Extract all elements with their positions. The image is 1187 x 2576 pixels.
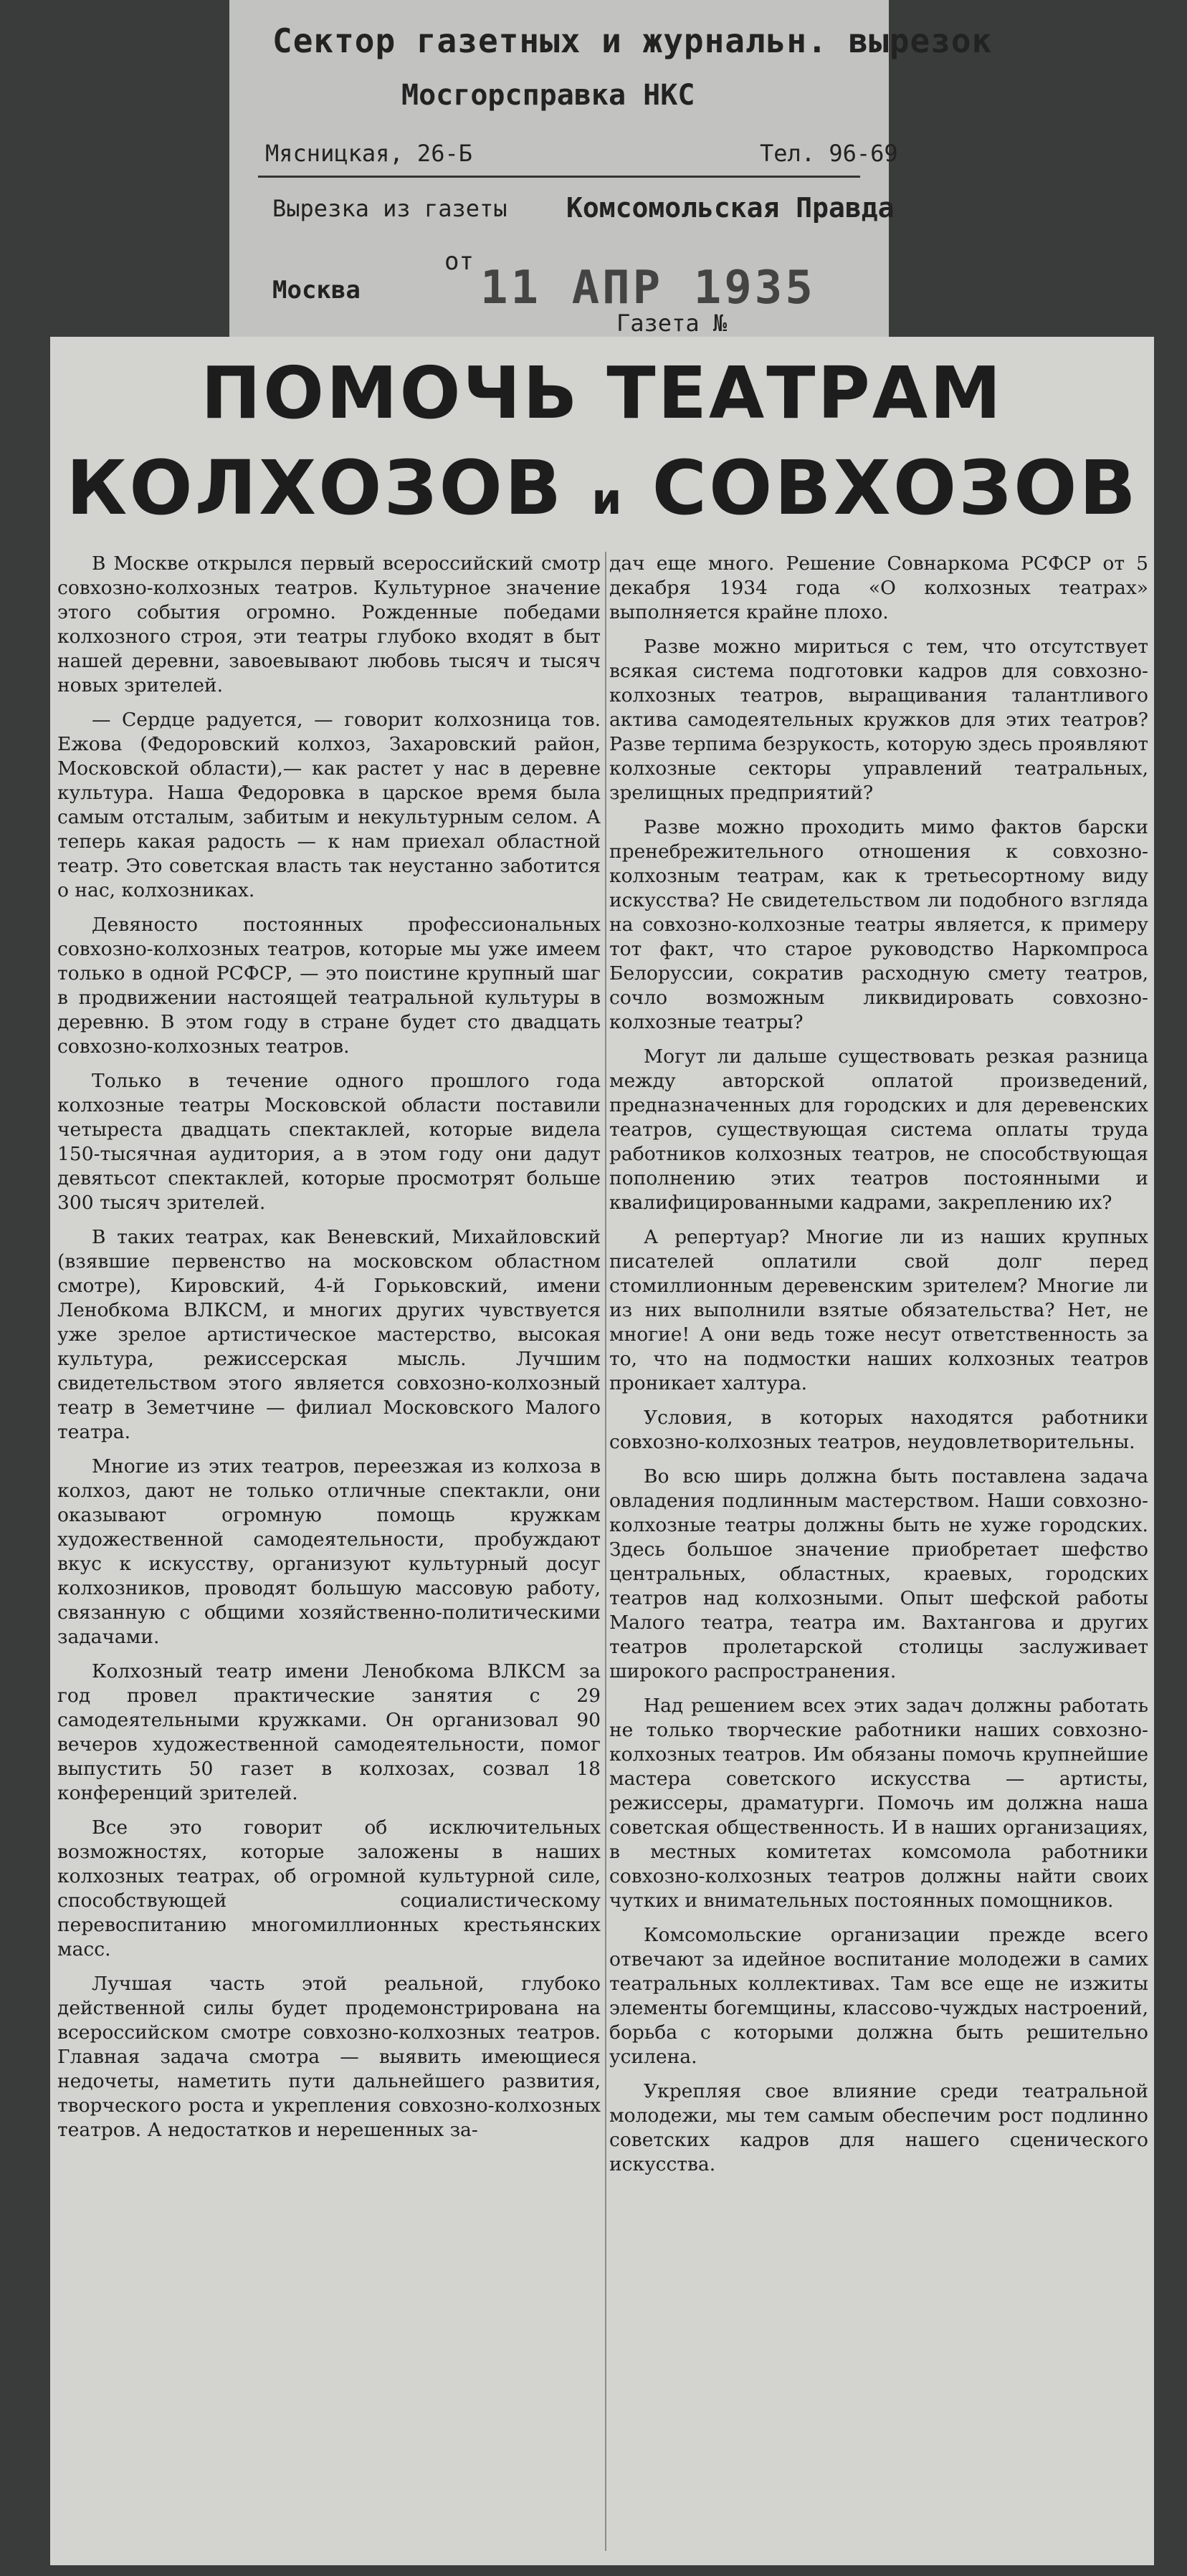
paragraph: Над решением всех этих задач должны работать не только творческие работники наших совхозно-колхозных театров. Им обязаны помочь крупнейшие мастера советского искусства — артисты, режиссеры, драматурги. Помочь им должна наша советская общественность. И в наших организациях, в местных комитетах комсомола работники совхозно-колхозных театров должны найти своих чутких и внимательных постоянных помощников. bbox=[609, 1695, 1148, 1912]
article-column-right bbox=[609, 552, 1148, 2187]
stamp-divider bbox=[258, 176, 860, 178]
paragraph: Укрепляя свое влияние среди театральной молодежи, мы тем самым обеспечим рост подлинно советских кадров для нашего сценического искусства. bbox=[609, 2080, 1148, 2175]
paragraph: — Сердце радуется, — говорит колхозница тов. Ежова (Федоровский колхоз, Захаровский район, Московской области),— как растет у нас в деревне культура. Наша Федоровка в царское время была самым отсталым, забитым и некультурным селом. А теперь какая радость — к нам приехал областной театр. Это советская власть так неустанно заботится о нас, колхозниках. bbox=[57, 709, 601, 901]
stamp-from-label: от bbox=[444, 247, 474, 276]
paragraph: Разве можно проходить мимо фактов барски пренебрежительного отношения к совхозно-колхозным театрам, как к третьесортному виду искусства? Не свидетельством ли подобного взгляда на совхозно-колхозные театры является, к примеру тот факт, что старое руководство Наркомпроса Белоруссии, сократив расходную смету театров, сочло возможным ликвидировать совхозно-колхозные театры? bbox=[609, 816, 1148, 1033]
paragraph: Комсомольские организации прежде всего отвечают за идейное воспитание молодежи в самих театральных коллективах. Там все еще не изжиты элементы богемщины, классово-чуждых настроений, борьба с которыми должна быть решительно усилена. bbox=[609, 1924, 1148, 2068]
paragraph: Условия, в которых находятся работники совхозно-колхозных театров, неудовлетворительны. bbox=[609, 1407, 1148, 1453]
paragraph: Девяносто постоянных профессиональных совхозно-колхозных театров, которые мы уже имеем только в одной РСФСР, — это поистине крупный шаг в продвижении настоящей театральной культуры в деревню. В этом году в стране будет сто двадцать совхозно-колхозных театров. bbox=[57, 914, 601, 1058]
clipping-service-stamp bbox=[229, 0, 993, 337]
paragraph: Только в течение одного прошлого года колхозные театры Московской области поставили четыреста двадцать спектаклей, которые видела 150-тысячная аудитория, а в этом году они дадут девятьсот спектаклей, которые просмотрят больше 300 тысяч зрителей. bbox=[57, 1070, 601, 1214]
stamp-agency-name: Мосгорсправка НКС bbox=[401, 79, 695, 112]
paragraph: дач еще много. Решение Совнаркома РСФСР от 5 декабря 1934 года «О колхозных театрах» выполняется крайне плохо. bbox=[609, 552, 1148, 623]
title-word-sovkhozov: СОВХОЗОВ bbox=[652, 444, 1138, 532]
stamp-phone: Тел. 96-69 bbox=[760, 140, 898, 167]
article-title-line-2 bbox=[50, 444, 1154, 532]
paragraph: Колхозный театр имени Ленобкома ВЛКСМ за год провел практические занятия с 29 самодеятельными кружками. Он организовал 90 вечеров художественной самодеятельности, помог выпустить 50 газет в колхозах, созвал 18 конференций зрителей. bbox=[57, 1660, 601, 1804]
stamp-newspaper-name: Комсомольская Правда bbox=[566, 192, 895, 224]
stamp-city: Москва bbox=[272, 276, 361, 305]
stamp-gazette-number-label: Газета № bbox=[616, 310, 728, 337]
paragraph: Лучшая часть этой реальной, глубоко действенной силы будет продемонстрирована на всероссийском смотре совхозно-колхозных театров. Главная задача смотра — выявить имеющиеся недочеты, наметить пути дальнейшего развития, творческого роста и укрепления совхозно-колхозных театров. А недостатков и нерешенных за- bbox=[57, 1973, 601, 2141]
title-word-kolkhozov: КОЛХОЗОВ bbox=[66, 444, 564, 532]
stamp-clip-from-label: Вырезка из газеты bbox=[272, 195, 507, 222]
title-word-and: и bbox=[591, 474, 624, 525]
stamp-sector-title: Сектор газетных и журнальн. вырезок bbox=[272, 21, 993, 60]
paragraph: А репертуар? Многие ли из наших крупных писателей оплатили свой долг перед стомиллионным деревенским зрителем? Многие ли из них выполнили взятые обязательства? Нет, не многие! А они ведь тоже несут ответственность за то, что на подмостки наших колхозных театров проникает халтура. bbox=[609, 1226, 1148, 1394]
paragraph: Могут ли дальше существовать резкая разница между авторской оплатой произведений, предназначенных для городских и для деревенских театров, существующая система оплаты труда работников колхозных театров, не способствующая пополнению этих театров постоянными и квалифицированными кадрами, закреплению их? bbox=[609, 1045, 1148, 1214]
paragraph: Разве можно мириться с тем, что отсутствует всякая система подготовки кадров для совхозно-колхозных театров, выращивания талантливого актива самодеятельных кружков для этих театров? Разве терпима безрукость, которую здесь проявляют колхозные секторы управлений театральных, зрелищных предприятий? bbox=[609, 636, 1148, 804]
column-divider bbox=[605, 552, 606, 2551]
paragraph: В таких театрах, как Веневский, Михайловский (взявшие первенство на московском областном смотре), Кировский, 4-й Горьковский, имени Ленобкома ВЛКСМ, и многих других чувствуется уже зрелое артистическое мастерство, высокая культура, режиссерская мысль. Лучшим свидетельством этого является совхозно-колхозный театр в Земетчине — филиал Московского Малого театра. bbox=[57, 1226, 601, 1443]
paragraph: Все это говорит об исключительных возможностях, которые заложены в наших колхозных театрах, об огромной культурной силе, способствующей социалистическому перевоспитанию многомиллионных крестьянских масс. bbox=[57, 1816, 601, 1960]
paragraph: Во всю ширь должна быть поставлена задача овладения подлинным мастерством. Наши совхозно-колхозные театры должны быть не хуже городских. Здесь большое значение приобретает шефство центральных, областных, краевых, городских театров над колхозными. Опыт шефской работы Малого театра, театра им. Вахтангова и других театров пролетарской столицы заслуживает широкого распространения. bbox=[609, 1465, 1148, 1682]
stamp-address: Мясницкая, 26-Б bbox=[265, 140, 472, 167]
paragraph: В Москве открылся первый всероссийский смотр совхозно-колхозных театров. Культурное значение этого события огромно. Рожденные победами колхозного строя, эти театры глубоко входят в быт нашей деревни, завоевывают любовь тысяч и тысяч новых зрителей. bbox=[57, 552, 601, 696]
article-title-line-1: ПОМОЧЬ ТЕАТРАМ bbox=[201, 351, 1004, 435]
article-column-left bbox=[57, 552, 601, 2153]
newspaper-clipping bbox=[50, 337, 1154, 2565]
paragraph: Многие из этих театров, переезжая из колхоза в колхоз, дают не только отличные спектакли, они оказывают огромную помощь кружкам художественной самодеятельности, пробуждают вкус к искусству, организуют культурный досуг колхозников, проводят большую массовую работу, связанную с общими хозяйственно-политическими задачами. bbox=[57, 1455, 601, 1648]
stamp-date: 11 АПР 1935 bbox=[480, 262, 816, 315]
